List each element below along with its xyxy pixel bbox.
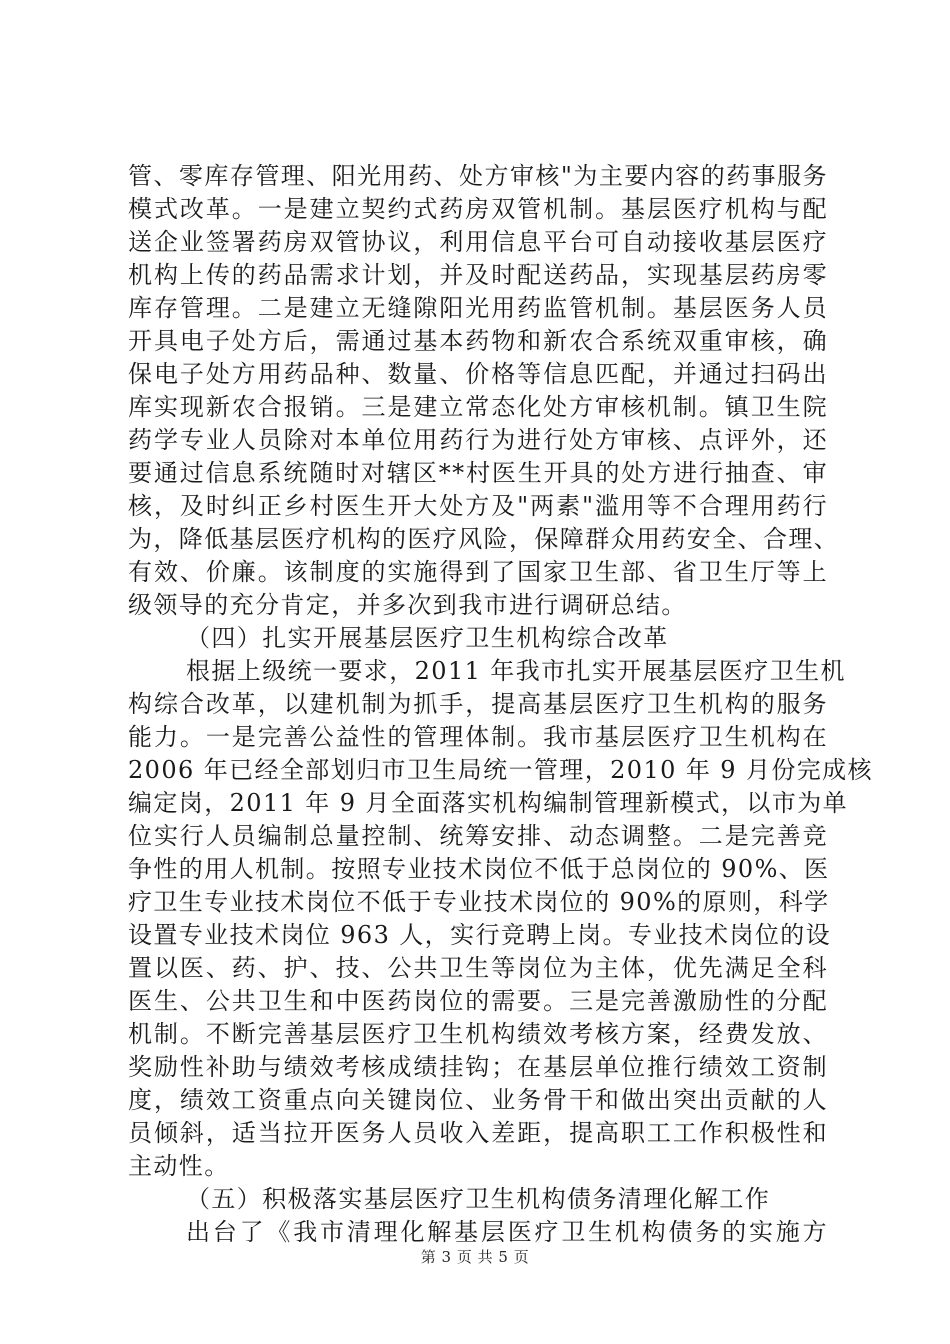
text-line: 员倾斜，适当拉开医务人员收入差距，提高职工工作积极性和 xyxy=(128,1119,828,1147)
text-line: 模式改革。一是建立契约式药房双管机制。基层医疗机构与配 xyxy=(128,195,828,223)
section-heading-4: （四）扎实开展基层医疗卫生机构综合改革 xyxy=(186,624,669,652)
text-line: 位实行人员编制总量控制、统筹安排、动态调整。二是完善竞 xyxy=(128,822,828,850)
text-line: 构综合改革，以建机制为抓手，提高基层医疗卫生机构的服务 xyxy=(128,690,828,718)
text-line: 度，绩效工资重点向关键岗位、业务骨干和做出突出贡献的人 xyxy=(128,1086,828,1114)
text-line: 送企业签署药房双管协议，利用信息平台可自动接收基层医疗 xyxy=(128,228,828,256)
text-line: 保电子处方用药品种、数量、价格等信息匹配，并通过扫码出 xyxy=(128,360,828,388)
text-line: 要通过信息系统随时对辖区**村医生开具的处方进行抽查、审 xyxy=(128,459,828,487)
text-line: 核，及时纠正乡村医生开大处方及"两素"滥用等不合理用药行 xyxy=(128,492,828,520)
text-line: 药学专业人员除对本单位用药行为进行处方审核、点评外，还 xyxy=(128,426,828,454)
text-line: 2006 年已经全部划归市卫生局统一管理，2010 年 9 月份完成核 xyxy=(128,756,873,784)
text-line: 疗卫生专业技术岗位不低于专业技术岗位的 90%的原则，科学 xyxy=(128,888,830,916)
text-line: 管、零库存管理、阳光用药、处方审核"为主要内容的药事服务 xyxy=(128,162,828,190)
text-line: 医生、公共卫生和中医药岗位的需要。三是完善激励性的分配 xyxy=(128,987,828,1015)
body-text xyxy=(128,160,873,1249)
text-line: 有效、价廉。该制度的实施得到了国家卫生部、省卫生厅等上 xyxy=(128,558,828,586)
text-line: 设置专业技术岗位 963 人，实行竞聘上岗。专业技术岗位的设 xyxy=(128,921,832,949)
text-line: 出台了《我市清理化解基层医疗卫生机构债务的实施方 xyxy=(186,1218,828,1246)
page-number-footer: 第 3 页 共 5 页 xyxy=(420,1248,530,1266)
text-line: 库存管理。二是建立无缝隙阳光用药监管机制。基层医务人员 xyxy=(128,294,828,322)
text-line: 为，降低基层医疗机构的医疗风险，保障群众用药安全、合理、 xyxy=(128,525,840,553)
text-line: 编定岗，2011 年 9 月全面落实机构编制管理新模式，以市为单 xyxy=(128,789,849,817)
text-line: 机构上传的药品需求计划，并及时配送药品，实现基层药房零 xyxy=(128,261,828,289)
text-line: 主动性。 xyxy=(128,1152,230,1180)
text-line: 争性的用人机制。按照专业技术岗位不低于总岗位的 90%、医 xyxy=(128,855,830,883)
section-heading-5: （五）积极落实基层医疗卫生机构债务清理化解工作 xyxy=(186,1185,771,1213)
text-line: 开具电子处方后，需通过基本药物和新农合系统双重审核，确 xyxy=(128,327,828,355)
text-line: 库实现新农合报销。三是建立常态化处方审核机制。镇卫生院 xyxy=(128,393,828,421)
text-line: 机制。不断完善基层医疗卫生机构绩效考核方案，经费发放、 xyxy=(128,1020,828,1048)
text-line: 级领导的充分肯定，并多次到我市进行调研总结。 xyxy=(128,591,687,619)
text-line: 奖励性补助与绩效考核成绩挂钩；在基层单位推行绩效工资制 xyxy=(128,1053,828,1081)
text-line: 能力。一是完善公益性的管理体制。我市基层医疗卫生机构在 xyxy=(128,723,828,751)
text-line: 根据上级统一要求，2011 年我市扎实开展基层医疗卫生机 xyxy=(186,657,846,685)
text-line: 置以医、药、护、技、公共卫生等岗位为主体，优先满足全科 xyxy=(128,954,828,982)
